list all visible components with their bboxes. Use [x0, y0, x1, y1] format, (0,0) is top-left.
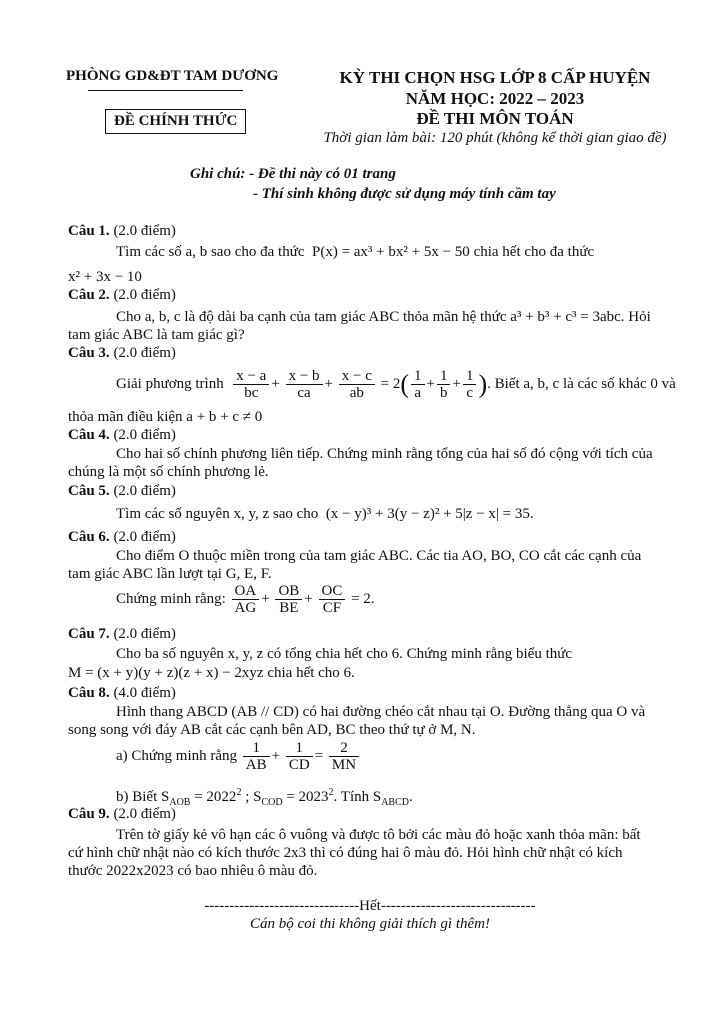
question-2-text: Cho a, b, c là độ dài ba cạnh của tam giác ABC thỏa mãn hệ thức	[116, 309, 507, 325]
q8b-sub-aob: AOB	[169, 797, 191, 808]
question-1-points: (2.0 điểm)	[113, 223, 176, 239]
question-3-label: Câu 3.	[68, 345, 110, 361]
q3-fraction-2	[286, 368, 323, 401]
q6-fraction-1	[232, 583, 260, 616]
footer-note: Cán bộ coi thi không giải thích gì thêm!	[250, 916, 490, 932]
note-line-2: - Thí sinh không được sử dụng máy tính cầm tay	[253, 186, 556, 202]
question-6-equation-line: Chứng minh rằng: $\frac{OA}{AG}$ + $\frac{OB}{BE}$ + $\frac{OC}{CF}$ = 2.	[116, 583, 375, 617]
question-2-line-1	[68, 308, 720, 326]
school-year: NĂM HỌC: 2022 – 2023	[405, 89, 585, 108]
exam-subject: ĐỀ THI MÔN TOÁN	[416, 109, 574, 128]
question-5-heading	[68, 482, 672, 500]
q8-fraction-3	[329, 740, 359, 773]
q8b-val-2: = 2023	[282, 789, 329, 805]
question-7-text-end: chia hết cho 6.	[267, 665, 355, 681]
question-5-text: Tìm các số nguyên x, y, z sao cho	[116, 506, 319, 522]
q8b-text: b) Biết S	[116, 789, 170, 805]
q3-fraction-1-den: bc	[244, 385, 259, 402]
question-4-label: Câu 4.	[68, 427, 110, 443]
q3-fraction-2-den: ca	[297, 385, 311, 402]
question-7-points: (2.0 điểm)	[113, 626, 176, 642]
q6-fraction-3-num: OC	[319, 583, 346, 600]
question-7-line-2	[68, 664, 672, 682]
q3-recip-a-den: a	[414, 385, 422, 402]
question-1-label: Câu 1.	[68, 223, 110, 239]
header-underline	[88, 90, 243, 91]
question-5-label: Câu 5.	[68, 483, 110, 499]
q6-fraction-2-den: BE	[279, 600, 299, 617]
question-9-label: Câu 9.	[68, 806, 110, 822]
question-7-expression: M = (x + y)(y + z)(z + x) − 2xyz	[68, 665, 264, 681]
q6-fraction-2-num: OB	[275, 583, 302, 600]
q3-recip-c	[463, 368, 477, 401]
question-7-line-1: Cho ba số nguyên x, y, z có tổng chia hết cho 6. Chứng minh rằng biểu thức	[116, 646, 573, 662]
question-8-part-a-text: a) Chứng minh rằng	[116, 748, 238, 764]
question-6-label: Câu 6.	[68, 529, 110, 545]
q3-fraction-1-num: x − a	[233, 368, 269, 385]
q3-fraction-3	[339, 368, 375, 401]
q8b-ask: . Tính S	[333, 789, 382, 805]
question-1-line-1	[68, 243, 720, 261]
question-9-heading	[68, 805, 672, 823]
q3-fraction-3-num: x − c	[339, 368, 375, 385]
q8b-val-1: = 2022	[190, 789, 237, 805]
question-3-equation-line: Giải phương trình $\frac{x - a}{bc}$ + $\frac{x - b}{ca}$ + $\frac{x - c}{ab}$ = 2( $\frac{1}{a}$ + $\frac{1}{b}$ + $\frac{1}{c}$ ). Biết a, b, c là các số khác 0 và	[116, 368, 676, 402]
question-2-line-2: tam giác ABC là tam giác gì?	[68, 327, 245, 343]
q8-fraction-2	[286, 740, 313, 773]
q6-fraction-3	[319, 583, 346, 616]
question-6-line-2: tam giác ABC lần lượt tại G, E, F.	[68, 566, 272, 582]
q8b-end: .	[409, 789, 413, 805]
question-3-line-2: thỏa mãn điều kiện a + b + c ≠ 0	[68, 409, 263, 425]
question-9-line-2: cứ hình chữ nhật nào có kích thước 2x3 thì có đúng hai ô màu đỏ. Hỏi hình chữ nhật có kích	[68, 845, 623, 861]
q3-recip-b-num: 1	[437, 368, 451, 385]
q8-fraction-3-den: MN	[331, 757, 357, 774]
q3-recip-c-den: c	[466, 385, 474, 402]
question-9-line-1: Trên tờ giấy kẻ vô hạn các ô vuông và được tô bởi các màu đỏ hoặc xanh thỏa mãn: bất	[116, 827, 641, 843]
question-9-points: (2.0 điểm)	[113, 806, 176, 822]
department-name: PHÒNG GD&ĐT TAM DƯƠNG	[66, 68, 279, 84]
question-4-points: (2.0 điểm)	[113, 427, 176, 443]
q3-fraction-3-den: ab	[349, 385, 364, 402]
q6-fraction-3-den: CF	[322, 600, 342, 617]
q8-fraction-1	[243, 740, 270, 773]
question-1-heading	[68, 222, 672, 240]
q8b-sub-cod: COD	[261, 797, 283, 808]
q8b-sub-abcd: ABCD	[381, 797, 409, 808]
question-4-line-1: Cho hai số chính phương liên tiếp. Chứng minh rằng tổng của hai số đó cộng với tích của	[116, 446, 653, 462]
question-3-text: Giải phương trình	[116, 376, 224, 392]
question-4-heading	[68, 426, 672, 444]
question-2-label: Câu 2.	[68, 287, 110, 303]
official-label: ĐỀ CHÍNH THỨC	[105, 109, 246, 134]
q6-fraction-1-den: AG	[234, 600, 257, 617]
q3-fraction-1	[233, 368, 269, 401]
question-1-text: Tìm các số a, b sao cho đa thức	[116, 244, 305, 260]
q3-recip-c-num: 1	[463, 368, 477, 385]
question-2-text-end: . Hỏi	[620, 309, 651, 325]
q3-recip-b-den: b	[439, 385, 448, 402]
question-8-heading	[68, 684, 672, 702]
question-4-line-2: chúng là một số chính phương lẻ.	[68, 464, 269, 480]
q3-recip-a	[411, 368, 425, 401]
q3-recip-b	[437, 368, 451, 401]
question-5-equation: (x − y)³ + 3(y − z)² + 5|z − x| = 35.	[325, 506, 534, 522]
q8-fraction-2-num: 1	[286, 740, 313, 757]
q8-fraction-1-num: 1	[243, 740, 270, 757]
end-line: -------------------------------Hết-------------------------------	[204, 898, 536, 914]
question-2-points: (2.0 điểm)	[113, 287, 176, 303]
question-1-polynomial: P(x) = ax³ + bx² + 5x − 50	[311, 244, 470, 260]
time-note: Thời gian làm bài: 120 phút (không kể thời gian giao đề)	[323, 130, 667, 146]
question-6-text: Chứng minh rằng:	[116, 591, 226, 607]
question-1-line-2: x² + 3x − 10	[68, 269, 142, 285]
question-1-text-end: chia hết cho đa thức	[473, 244, 595, 260]
question-2-heading	[68, 286, 672, 304]
question-6-line-1: Cho điểm O thuộc miền trong của tam giác ABC. Các tia AO, BO, CO cắt các cạnh của	[116, 548, 642, 564]
question-6-result: = 2.	[351, 591, 375, 607]
q8b-sep: ; S	[241, 789, 262, 805]
q6-fraction-2	[275, 583, 302, 616]
q8b-sq-1: 2	[236, 787, 242, 798]
q3-fraction-2-num: x − b	[286, 368, 323, 385]
question-5-line-1	[68, 505, 720, 523]
exam-title: KỲ THI CHỌN HSG LỚP 8 CẤP HUYỆN	[339, 68, 651, 87]
q8b-sq-2: 2	[328, 787, 334, 798]
question-8-label: Câu 8.	[68, 685, 110, 701]
question-9-line-3: thước 2022x2023 có bao nhiêu ô màu đỏ.	[68, 863, 318, 879]
q8-fraction-1-den: AB	[245, 757, 267, 774]
question-8-points: (4.0 điểm)	[113, 685, 176, 701]
question-8-line-1: Hình thang ABCD (AB // CD) có hai đường chéo cắt nhau tại O. Đường thẳng qua O và	[116, 704, 646, 720]
question-8-line-2: song song với đáy AB cắt các cạnh bên AD, BC theo thứ tự ở M, N.	[68, 722, 476, 738]
q6-fraction-1-num: OA	[232, 583, 260, 600]
question-8-part-a: a) Chứng minh rằng $\frac{1}{AB}$ + $\frac{1}{CD}$ = $\frac{2}{MN}$	[68, 738, 720, 774]
q3-equals: = 2	[380, 376, 401, 392]
question-7-heading	[68, 625, 672, 643]
question-3-heading	[68, 344, 672, 362]
question-2-identity: a³ + b³ + c³ = 3abc	[510, 309, 621, 325]
question-6-points: (2.0 điểm)	[113, 529, 176, 545]
question-5-points: (2.0 điểm)	[113, 483, 176, 499]
q8-fraction-3-num: 2	[329, 740, 359, 757]
question-7-label: Câu 7.	[68, 626, 110, 642]
q8-fraction-2-den: CD	[288, 757, 310, 774]
q3-recip-a-num: 1	[411, 368, 425, 385]
question-3-points: (2.0 điểm)	[113, 345, 176, 361]
question-3-condition: . Biết a, b, c là các số khác 0 và	[487, 376, 676, 392]
note-line-1: Ghi chú: - Đề thi này có 01 trang	[190, 166, 396, 182]
question-6-heading	[68, 528, 672, 546]
